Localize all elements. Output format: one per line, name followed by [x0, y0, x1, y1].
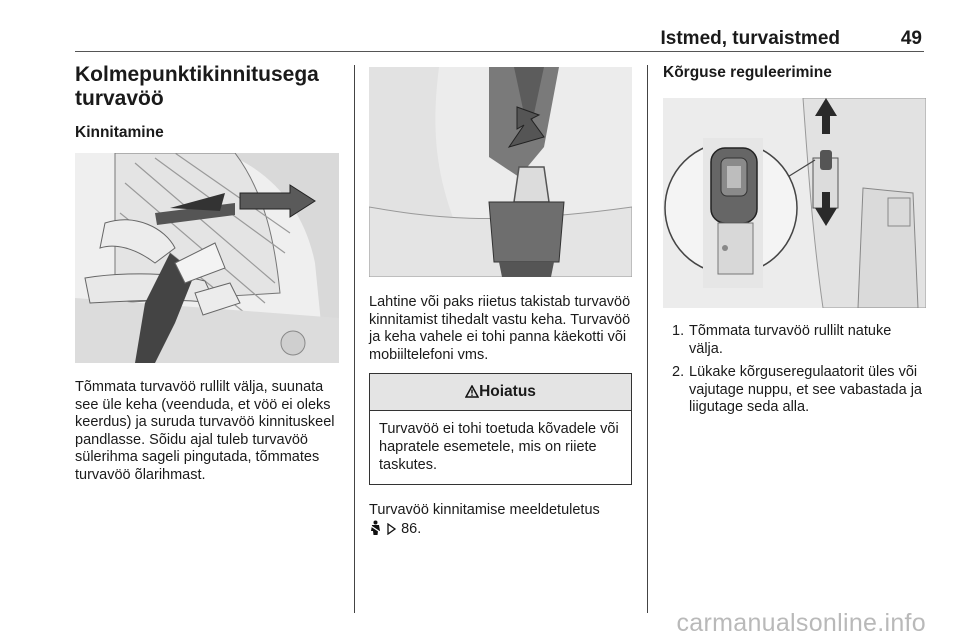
reminder-text: [369, 502, 632, 538]
header-title: Istmed, turvaistmed: [660, 28, 840, 49]
warning-title: Hoiatus: [479, 383, 536, 401]
step-number: 2.: [672, 364, 685, 381]
column-left: [75, 63, 343, 485]
reminder-label: Turvavöö kinnitamise meeldetuletus: [369, 502, 600, 519]
buckling-paragraph: Tõmmata turvavöö rullilt välja, suunata see üle keha (veenduda, et vöö ei oleks keerdus) ja suruda turvavöö kinnituskeel pandlasse. Sõidu ajal tuleb turvavöö sülerihma sageli pingutada, tõmmates turvavöö õlarihmast.: [75, 379, 335, 483]
warning-header: [370, 374, 631, 411]
figure-buckle-closeup: [369, 67, 632, 277]
step-text: Tõmmata turvavöö rullilt natuke välja.: [689, 323, 892, 357]
page-number: 49: [900, 28, 922, 49]
illustration-height-adjuster: [663, 98, 926, 308]
list-item: [663, 364, 926, 417]
watermark: carmanualsonline.info: [676, 609, 926, 637]
illustration-buckle: [369, 67, 632, 277]
height-adjust-title: Kõrguse reguleerimine: [663, 64, 832, 81]
adjustment-steps: [663, 323, 926, 417]
subsection-title: Kinnitamine: [75, 124, 164, 141]
reference-page[interactable]: 86.: [401, 520, 422, 537]
column-middle: [369, 63, 632, 538]
step-number: 1.: [672, 323, 685, 339]
section-title: Kolmepunktikinnitusega turvavöö: [75, 63, 319, 110]
illustration-buckling: [75, 153, 339, 363]
column-divider-right: [647, 65, 648, 613]
warning-triangle-icon: [465, 385, 479, 398]
warning-text: Turvavöö ei tohi toetuda kõvadele või hapratele esemetele, mis on riiete taskutes.: [379, 421, 619, 473]
list-item: [663, 323, 926, 358]
page-reference-icon: [386, 523, 397, 535]
seatbelt-reminder-icon: [369, 520, 382, 535]
step-text: Lükake kõrguseregulaatorit üles või vajutage nuppu, et see vabastada ja liigutage seda alla.: [689, 364, 922, 416]
column-right: [663, 63, 926, 423]
column-divider-left: [354, 65, 355, 613]
figure-buckling-seatbelt: [75, 153, 339, 363]
clothing-paragraph: Lahtine või paks riietus takistab turvavöö kinnitamist tihedalt vastu keha. Turvavöö ja keha vahele ei tohi panna käekotti või mobiiltelefoni vms.: [369, 294, 631, 363]
figure-height-adjuster: [663, 98, 926, 308]
warning-box: [369, 373, 632, 485]
header-rule: [75, 51, 924, 52]
